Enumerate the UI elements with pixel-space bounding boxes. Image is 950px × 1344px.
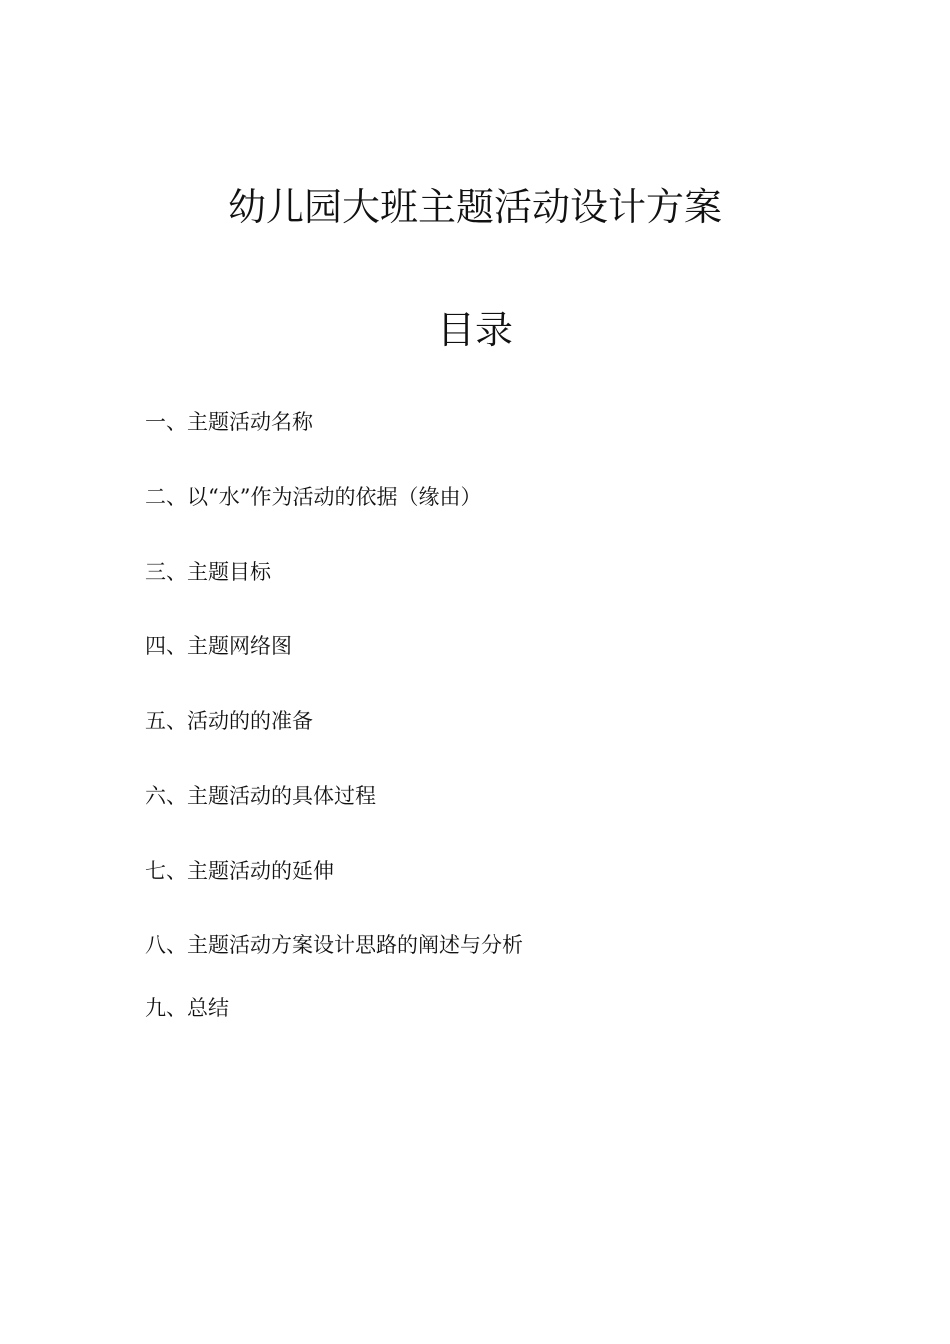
document-title: 幼儿园大班主题活动设计方案 [227, 185, 722, 230]
toc-item: 三、主题目标 [145, 560, 271, 584]
toc-item: 八、主题活动方案设计思路的阐述与分析 [145, 933, 523, 957]
toc-item: 五、活动的的准备 [145, 709, 313, 733]
toc-item: 二、以“水”作为活动的依据（缘由） [145, 485, 482, 509]
toc-item: 七、主题活动的延伸 [145, 859, 334, 883]
toc-item: 一、主题活动名称 [145, 410, 313, 434]
toc-heading: 目录 [436, 307, 513, 352]
toc-item: 四、主题网络图 [145, 634, 292, 658]
toc-item: 九、总结 [145, 996, 229, 1020]
toc-item: 六、主题活动的具体过程 [145, 784, 376, 808]
